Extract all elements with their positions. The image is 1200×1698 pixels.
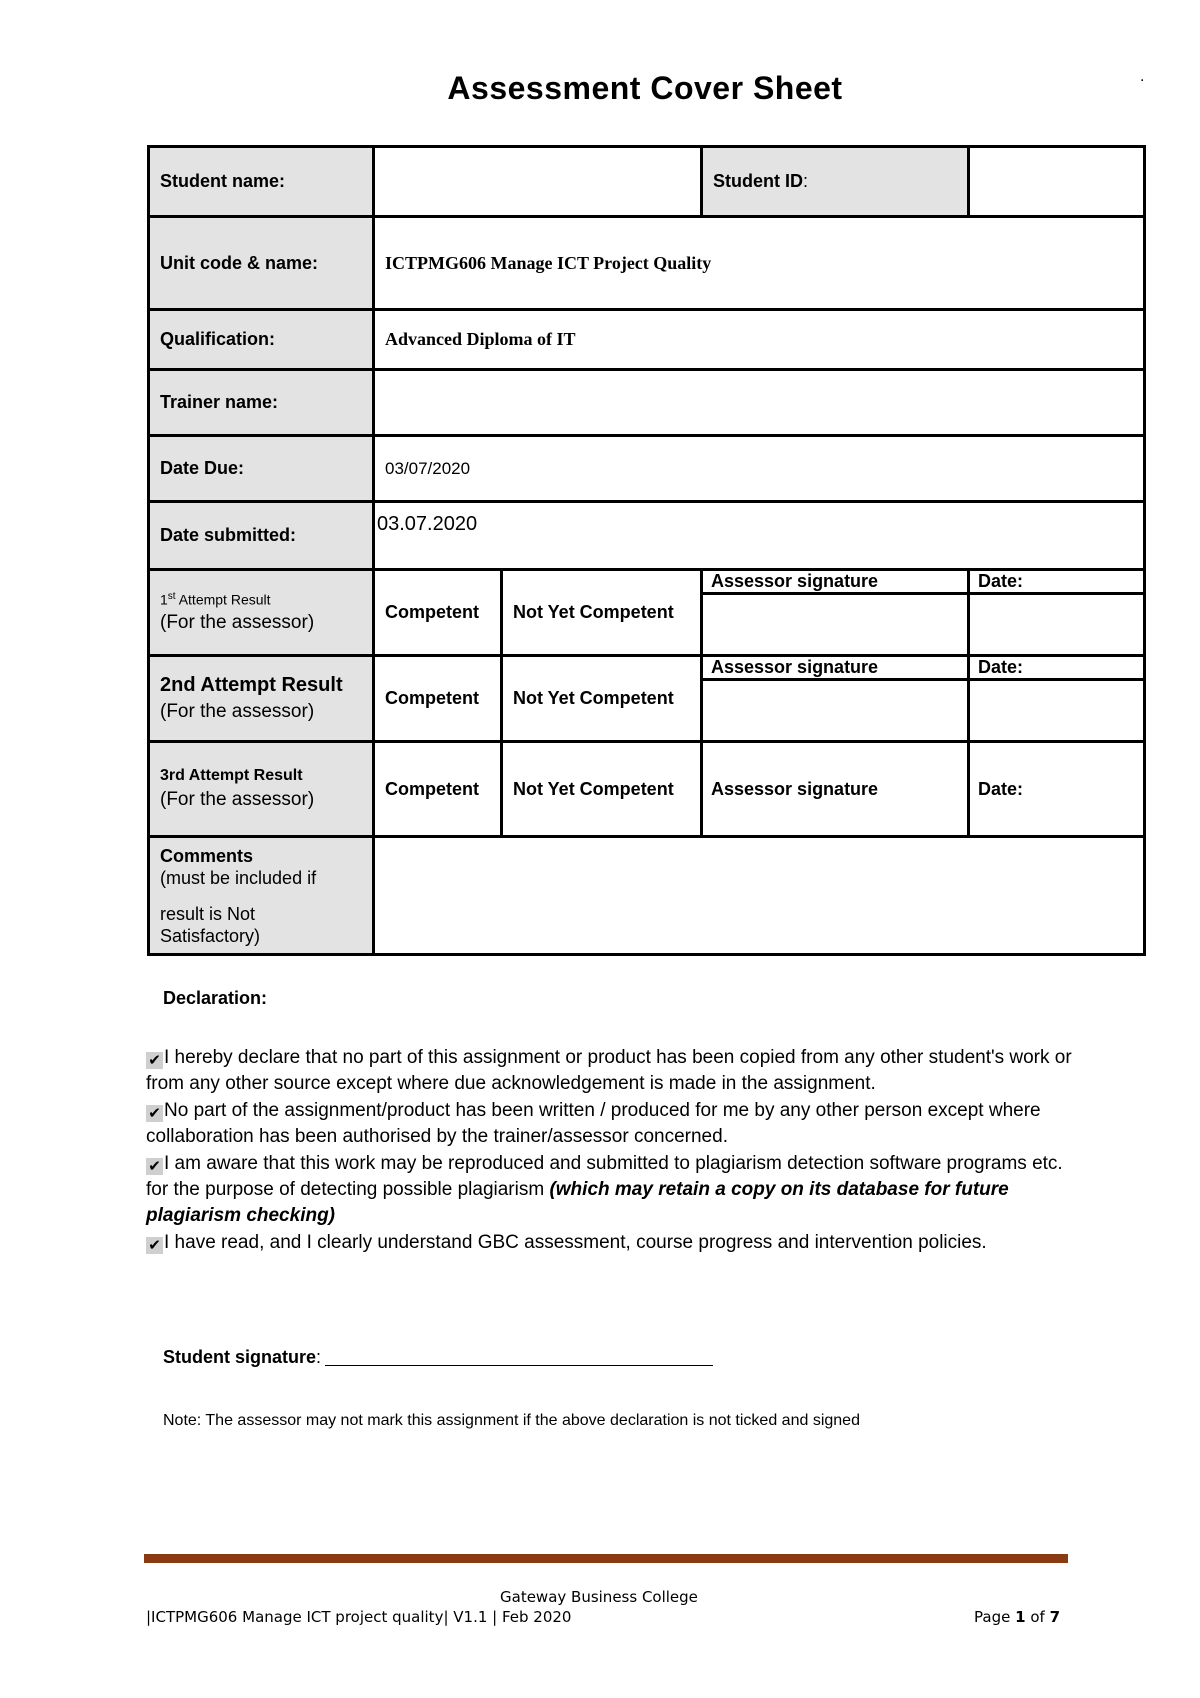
attempt-3-row: [149, 742, 1145, 837]
date-due-label: Date Due:: [149, 436, 374, 502]
declaration-item-3-emphasis: (which may retain a copy on its database for future plagiarism checking): [146, 1179, 1009, 1226]
checkbox-checked-icon[interactable]: ✔: [146, 1105, 163, 1122]
declaration-item-1-text: I hereby declare that no part of this assignment or product has been copied from any other student's work or from any other source except where due acknowledgement is made in the assignment.: [146, 1047, 1072, 1094]
qualification-label: Qualification:: [149, 310, 374, 370]
row-date-submitted: [149, 502, 1145, 570]
attempt-3-label: [149, 742, 374, 837]
footer-page-number: Page 1 of 7: [974, 1608, 1061, 1626]
attempt-2-signature-label: Assessor signature: [702, 656, 969, 680]
student-id-colon: :: [803, 171, 809, 191]
attempt-3-title: 3rd Attempt Result: [160, 767, 303, 784]
declaration-item-3-text: I am aware that this work may be reproduced and submitted to plagiarism detection software programs etc. for the purpose of detecting possible plagiarism: [146, 1153, 1063, 1200]
assessor-note: Note: The assessor may not mark this assignment if the above declaration is not ticked and signed: [163, 1412, 860, 1429]
comments-line-3: Satisfactory): [160, 925, 261, 946]
attempt-3-sub: (For the assessor): [160, 789, 315, 810]
declaration-heading: Declaration:: [163, 988, 268, 1008]
attempt-1-header-row: [149, 570, 1145, 594]
attempt-1-label: [149, 570, 374, 656]
student-signature-label: Student signature: [163, 1347, 317, 1367]
attempt-1-date-field[interactable]: [969, 594, 1145, 656]
declaration-item-3: [146, 1151, 1086, 1229]
declaration-item-1: [146, 1045, 1086, 1097]
row-qualification: [149, 310, 1145, 370]
comments-line-1: (must be included if: [160, 867, 317, 888]
attempt-1-signature-label: Assessor signature: [702, 570, 969, 594]
attempt-1-sub: (For the assessor): [160, 611, 315, 633]
comments-line-2: result is Not: [160, 903, 256, 924]
checkbox-checked-icon[interactable]: ✔: [146, 1158, 163, 1175]
checkbox-checked-icon[interactable]: ✔: [146, 1237, 163, 1254]
unit-value: ICTPMG606 Manage ICT Project Quality: [374, 217, 1145, 310]
attempt-1-competent[interactable]: Competent: [374, 570, 502, 656]
comments-label: [149, 837, 374, 955]
row-trainer: [149, 370, 1145, 436]
attempt-2-title: 2nd Attempt Result: [160, 674, 343, 696]
declaration-item-4: [146, 1230, 1086, 1256]
student-id-label-text: Student ID: [713, 171, 803, 191]
row-unit: [149, 217, 1145, 310]
attempt-1-signature-field[interactable]: [702, 594, 969, 656]
declaration-item-2: [146, 1098, 1086, 1150]
comments-field[interactable]: [374, 837, 1145, 955]
corner-mark: .: [1140, 68, 1145, 85]
date-submitted-value[interactable]: 03.07.2020: [374, 502, 1145, 570]
cover-sheet-table: [147, 145, 1146, 956]
comments-title: Comments: [160, 845, 254, 866]
attempt-3-competent[interactable]: Competent: [374, 742, 502, 837]
footer-college: Gateway Business College: [500, 1588, 698, 1606]
trainer-label: Trainer name:: [149, 370, 374, 436]
attempt-3-signature-label: Assessor signature: [702, 742, 969, 837]
declaration-item-2-text: No part of the assignment/product has been written / produced for me by any other person except where collaboration has been authorised by the trainer/assessor concerned.: [146, 1100, 1041, 1147]
attempt-2-label: [149, 656, 374, 742]
attempt-2-date-field[interactable]: [969, 680, 1145, 742]
student-name-label: Student name:: [149, 147, 374, 217]
date-submitted-label: Date submitted:: [149, 502, 374, 570]
comments-row: [149, 837, 1145, 955]
student-id-label: [702, 147, 969, 217]
trainer-field[interactable]: [374, 370, 1145, 436]
attempt-2-header-row: [149, 656, 1145, 680]
attempt-2-not-yet[interactable]: Not Yet Competent: [502, 656, 702, 742]
attempt-3-not-yet[interactable]: Not Yet Competent: [502, 742, 702, 837]
footer-divider: [144, 1554, 1068, 1563]
checkbox-checked-icon[interactable]: ✔: [146, 1052, 163, 1069]
date-due-value[interactable]: 03/07/2020: [374, 436, 1145, 502]
attempt-1-not-yet[interactable]: Not Yet Competent: [502, 570, 702, 656]
page-title: Assessment Cover Sheet: [447, 70, 843, 106]
row-student: [149, 147, 1145, 217]
student-signature-colon: :: [316, 1347, 322, 1367]
attempt-2-date-label: Date:: [969, 656, 1145, 680]
student-signature-line[interactable]: [325, 1365, 713, 1366]
attempt-2-competent[interactable]: Competent: [374, 656, 502, 742]
unit-label: Unit code & name:: [149, 217, 374, 310]
attempt-2-signature-field[interactable]: [702, 680, 969, 742]
attempt-3-date-label: Date:: [969, 742, 1145, 837]
row-date-due: [149, 436, 1145, 502]
declaration-item-4-text: I have read, and I clearly understand GBC assessment, course progress and intervention policies.: [164, 1232, 987, 1253]
attempt-1-date-label: Date:: [969, 570, 1145, 594]
student-signature: [163, 1347, 713, 1368]
footer-document-info: |ICTPMG606 Manage ICT project quality| V1.1 | Feb 2020: [146, 1608, 572, 1626]
attempt-1-title: 1st Attempt Result: [160, 591, 271, 608]
attempt-2-sub: (For the assessor): [160, 701, 315, 722]
student-name-field[interactable]: [374, 147, 702, 217]
qualification-value: Advanced Diploma of IT: [374, 310, 1145, 370]
student-id-field[interactable]: [969, 147, 1145, 217]
